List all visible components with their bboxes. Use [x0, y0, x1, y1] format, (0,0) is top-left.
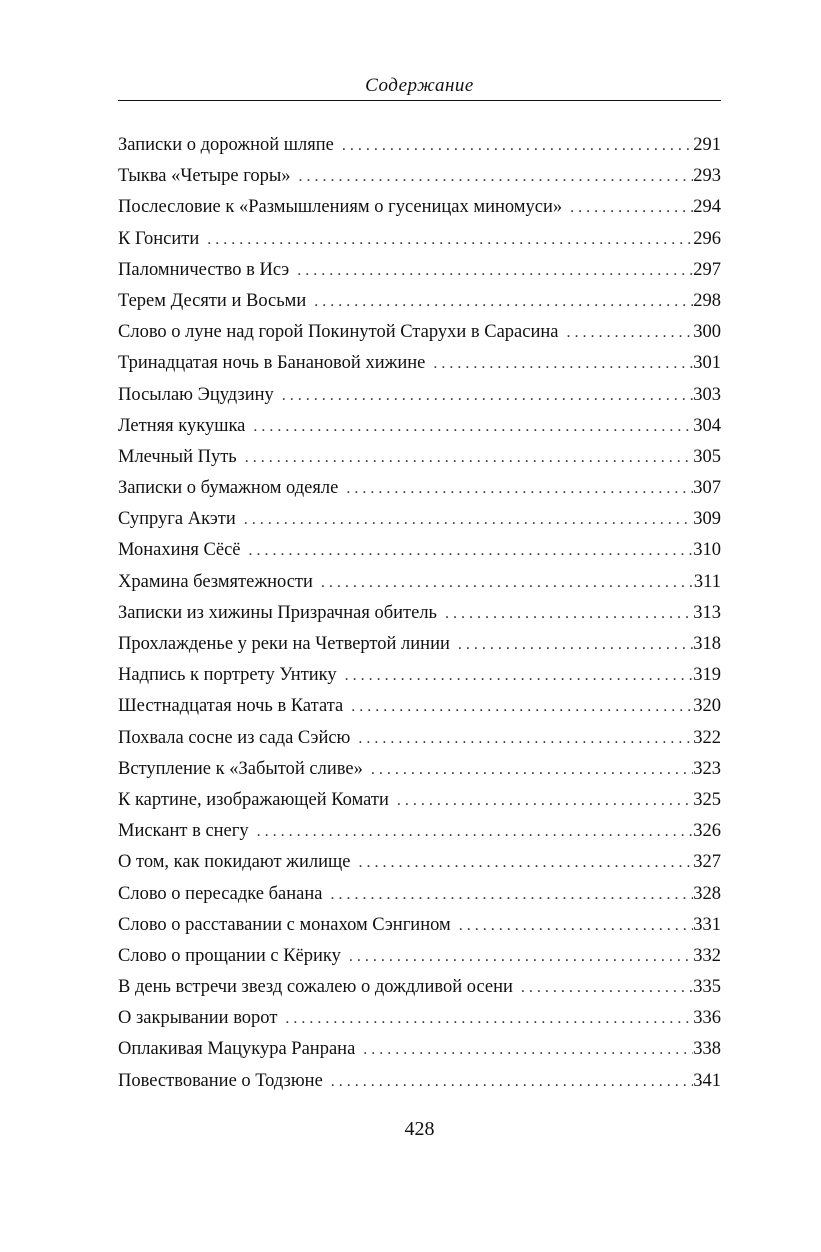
- dot-leader: [341, 941, 693, 972]
- toc-entry-page: 336: [693, 1008, 721, 1029]
- toc-entry: [118, 847, 721, 878]
- toc-entry-title: В день встречи звезд сожалею о дождливой осени: [118, 977, 513, 998]
- dot-leader: [343, 691, 693, 722]
- toc-entry: [118, 1034, 721, 1065]
- toc-entry: [118, 910, 721, 941]
- page-number: 428: [404, 1118, 435, 1140]
- dot-leader: [350, 723, 693, 754]
- toc-entry-title: Повествование о Тодзюне: [118, 1070, 323, 1091]
- dot-leader: [245, 411, 693, 442]
- toc-entry: [118, 879, 721, 910]
- toc-entry-title: Записки о бумажном одеяле: [118, 478, 339, 499]
- dot-leader: [558, 317, 693, 348]
- toc-entry: [118, 380, 721, 411]
- toc-entry-page: 305: [693, 446, 721, 467]
- dot-leader: [451, 910, 694, 941]
- toc-entry-title: Прохлажденье у реки на Четвертой линии: [118, 634, 450, 654]
- toc-entry: [118, 255, 721, 286]
- toc-entry: [118, 1066, 721, 1097]
- toc-entry-page: 297: [693, 259, 721, 280]
- toc-entry-page: 332: [693, 945, 721, 966]
- toc-entry: [118, 224, 721, 255]
- dot-leader: [334, 130, 693, 161]
- toc-entry-page: 301: [693, 353, 721, 374]
- toc-entry: [118, 317, 721, 348]
- toc-entry: [118, 723, 721, 754]
- toc-entry: [118, 473, 721, 504]
- toc-entry: [118, 816, 721, 847]
- toc-entry-page: 338: [693, 1039, 721, 1060]
- toc-entry: [118, 1003, 721, 1034]
- toc-entry-page: 323: [693, 758, 721, 779]
- dot-leader: [355, 1034, 693, 1065]
- toc-entry-title: Храмина безмятежности: [118, 571, 313, 592]
- toc-entry-title: Послесловие к «Размышлениям о гусеницах миномуси»: [118, 197, 563, 218]
- dot-leader: [236, 504, 694, 535]
- toc-entry-title: Монахиня Сёсё: [118, 540, 241, 561]
- toc-entry-page: 326: [693, 821, 721, 842]
- toc-entry-page: 303: [693, 384, 721, 405]
- toc-entry-page: 298: [693, 290, 721, 311]
- dot-leader: [249, 816, 694, 847]
- toc-entry: [118, 660, 721, 691]
- toc-entry-page: 296: [693, 228, 721, 249]
- toc-entry-title: Записки о дорожной шляпе: [118, 135, 334, 155]
- dot-leader: [450, 629, 693, 660]
- dot-leader: [323, 1066, 693, 1097]
- toc-entry-title: Вступление к «Забытой сливе»: [118, 758, 363, 779]
- toc-entry-page: 291: [693, 135, 721, 155]
- toc-entry: [118, 286, 721, 317]
- dot-leader: [562, 192, 693, 223]
- toc-entry-title: Надпись к портрету Унтику: [118, 665, 337, 686]
- toc-entry-title: К Гонсити: [118, 228, 200, 249]
- toc-entry-page: 313: [693, 602, 721, 623]
- dot-leader: [291, 161, 694, 192]
- toc-entry: [118, 785, 721, 816]
- toc-entry: [118, 161, 721, 192]
- toc-entry-page: 300: [693, 322, 721, 343]
- table-of-contents: [118, 130, 721, 1097]
- dot-leader: [237, 442, 694, 473]
- dot-leader: [337, 660, 694, 691]
- toc-entry-title: О закрывании ворот: [118, 1008, 278, 1029]
- running-head: Содержание: [365, 75, 474, 96]
- toc-entry-title: Слово о луне над горой Покинутой Старухи в Сарасина: [118, 322, 559, 343]
- toc-entry-page: 294: [693, 197, 721, 218]
- toc-entry: [118, 411, 721, 442]
- toc-entry-page: 335: [693, 977, 721, 998]
- dot-leader: [425, 348, 693, 379]
- dot-leader: [313, 567, 694, 598]
- toc-entry-title: Шестнадцатая ночь в Катата: [118, 696, 344, 717]
- dot-leader: [241, 535, 694, 566]
- dot-leader: [323, 879, 694, 910]
- toc-entry-title: Похвала сосне из сада Сэйсю: [118, 727, 351, 748]
- dot-leader: [389, 785, 693, 816]
- toc-entry-title: К картине, изображающей Комати: [118, 789, 389, 810]
- toc-entry: [118, 192, 721, 223]
- toc-entry-page: 325: [693, 789, 721, 810]
- toc-entry: [118, 691, 721, 722]
- toc-entry: [118, 629, 721, 660]
- toc-entry-title: Посылаю Эцудзину: [118, 384, 274, 405]
- toc-entry-page: 320: [693, 696, 721, 717]
- toc-entry: [118, 348, 721, 379]
- toc-entry-page: 310: [693, 540, 721, 561]
- dot-leader: [306, 286, 693, 317]
- toc-entry-page: 328: [693, 883, 721, 904]
- dot-leader: [289, 255, 693, 286]
- toc-entry: [118, 567, 721, 598]
- toc-entry-page: 327: [693, 852, 721, 873]
- dot-leader: [338, 473, 693, 504]
- dot-leader: [274, 380, 693, 411]
- toc-entry-title: Слово о расставании с монахом Сэнгином: [118, 914, 451, 935]
- toc-entry-title: Летняя кукушка: [118, 415, 246, 436]
- toc-entry-title: Млечный Путь: [118, 446, 237, 467]
- toc-entry: [118, 754, 721, 785]
- toc-entry: [118, 504, 721, 535]
- toc-entry-title: Слово о пересадке банана: [118, 883, 323, 904]
- toc-entry-title: О том, как покидают жилище: [118, 852, 351, 873]
- toc-entry-title: Терем Десяти и Восьми: [118, 290, 307, 311]
- toc-entry: [118, 535, 721, 566]
- toc-entry-title: Тыква «Четыре горы»: [118, 166, 291, 187]
- toc-entry-page: 307: [693, 478, 721, 499]
- toc-entry-title: Паломничество в Исэ: [118, 259, 290, 280]
- toc-entry-page: 322: [693, 727, 721, 748]
- dot-leader: [363, 754, 693, 785]
- toc-entry-page: 309: [693, 509, 721, 530]
- toc-entry-page: 304: [693, 415, 721, 436]
- dot-leader: [199, 224, 693, 255]
- toc-entry-title: Оплакивая Мацукура Ранрана: [118, 1039, 356, 1060]
- dot-leader: [437, 598, 693, 629]
- toc-entry-page: 311: [693, 571, 721, 592]
- toc-entry: [118, 972, 721, 1003]
- toc-entry: [118, 130, 721, 161]
- toc-entry-page: 293: [693, 166, 721, 187]
- toc-entry-title: Слово о прощании с Кёрику: [118, 945, 341, 966]
- toc-entry-title: Мискант в снегу: [118, 821, 249, 842]
- toc-entry-title: Записки из хижины Призрачная обитель: [118, 602, 437, 623]
- dot-leader: [350, 847, 693, 878]
- dot-leader: [513, 972, 693, 1003]
- toc-entry-page: 318: [693, 634, 721, 654]
- toc-entry: [118, 442, 721, 473]
- toc-entry: [118, 598, 721, 629]
- toc-entry-page: 319: [693, 665, 721, 686]
- toc-entry: [118, 941, 721, 972]
- toc-entry-title: Супруга Акэти: [118, 509, 236, 530]
- toc-entry-page: 341: [693, 1070, 721, 1091]
- dot-leader: [277, 1003, 693, 1034]
- toc-entry-page: 331: [693, 914, 721, 935]
- header-rule: [118, 100, 721, 101]
- toc-entry-title: Тринадцатая ночь в Банановой хижине: [118, 353, 426, 374]
